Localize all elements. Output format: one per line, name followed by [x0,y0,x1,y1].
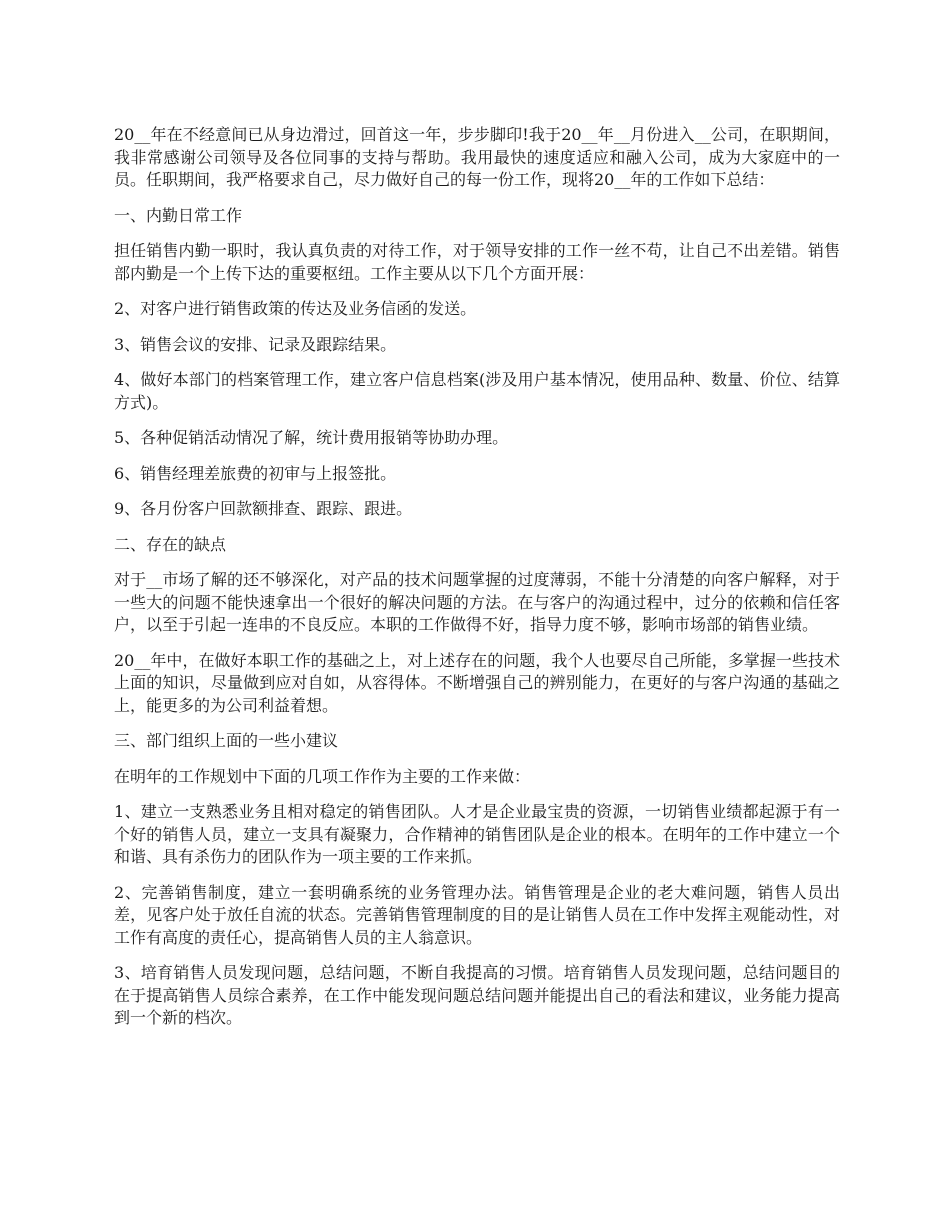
document-body [114,124,840,1043]
section-heading-3: 三、部门组织上面的一些小建议 [114,731,339,750]
list-item: 2、对客户进行销售政策的传达及业务信函的发送。 [114,299,477,318]
suggestion-item: 3、培育销售人员发现问题，总结问题，不断自我提高的习惯。培育销售人员发现问题，总结问题目的在于提高销售人员综合素养，在工作中能发现问题总结问题并能提出自己的看法和建议，业务能力提高到一个新的档次。 [114,963,840,1027]
section-heading-1: 一、内勤日常工作 [114,205,243,225]
section-2-paragraph: 20__年中，在做好本职工作的基础之上，对上述存在的问题，我个人也要尽自己所能，多掌握一些技术上面的知识，尽量做到应对自如，从容得体。不断增强自己的辨别能力，在更好的与客户沟通的基础之上，能更多的为公司利益着想。 [114,650,840,715]
list-item: 3、销售会议的安排、记录及跟踪结果。 [114,334,397,354]
section-2-paragraph: 对于__市场了解的还不够深化，对产品的技术问题掌握的过度薄弱，不能十分清楚的向客户解释，对于一些大的问题不能快速拿出一个很好的解决问题的方法。在与客户的沟通过程中，过分的依赖和信任客户，以至于引起一连串的不良反应。本职的工作做得不好，指导力度不够，影响市场部的销售业绩。 [114,570,840,634]
section-heading-2: 二、存在的缺点 [114,534,227,554]
section-3-intro: 在明年的工作规划中下面的几项工作作为主要的工作来做： [114,766,531,786]
list-item: 5、各种促销活动情况了解，统计费用报销等协助办理。 [114,428,509,447]
suggestion-item: 1、建立一支熟悉业务且相对稳定的销售团队。人才是企业最宝贵的资源，一切销售业绩都起源于有一个好的销售人员，建立一支具有凝聚力，合作精神的销售团队是企业的根本。在明年的工作中建立一个和谐、具有杀伤力的团队作为一项主要的工作来抓。 [114,802,840,866]
list-item: 6、销售经理差旅费的初审与上报签批。 [114,463,397,483]
list-item: 9、各月份客户回款额排查、跟踪、跟进。 [114,499,413,518]
intro-paragraph: 20__年在不经意间已从身边滑过，回首这一年，步步脚印!我于20__年__月份进入__公司，在职期间，我非常感谢公司领导及各位同事的支持与帮助。我用最快的速度适应和融入公司，成为大家庭中的一员。任职期间，我严格要求自己，尽力做好自己的每一份工作，现将20__年的工作如下总结： [114,125,840,189]
section-1-paragraph: 担任销售内勤一职时，我认真负责的对待工作，对于领导安排的工作一丝不苟，让自己不出差错。销售部内勤是一个上传下达的重要枢纽。工作主要从以下几个方面开展： [114,241,840,283]
suggestion-item: 2、完善销售制度，建立一套明确系统的业务管理办法。销售管理是企业的老大难问题，销售人员出差，见客户处于放任自流的状态。完善销售管理制度的目的是让销售人员在工作中发挥主观能动性，对工作有高度的责任心，提高销售人员的主人翁意识。 [114,882,840,947]
list-item: 4、做好本部门的档案管理工作，建立客户信息档案(涉及用户基本情况，使用品种、数量、价位、结算方式)。 [114,370,840,412]
